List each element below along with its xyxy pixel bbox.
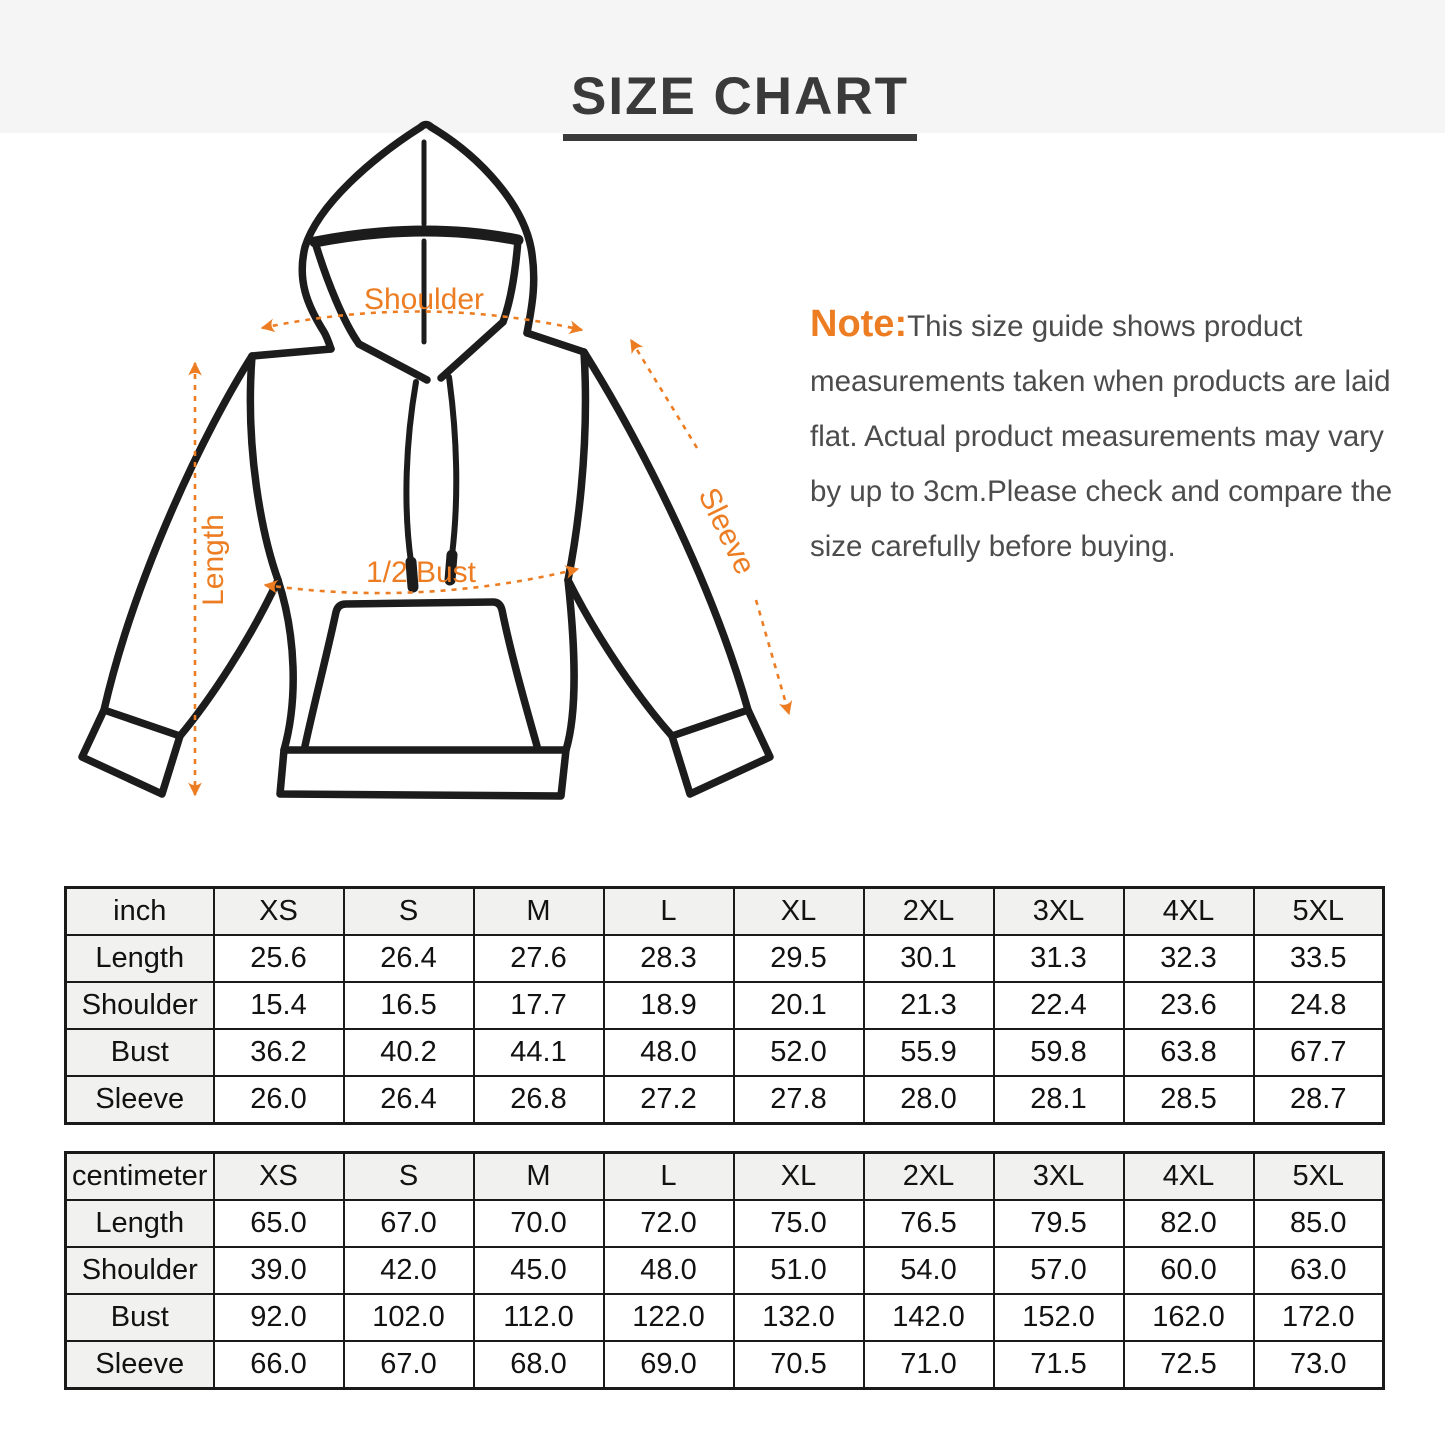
measurement-arrows bbox=[195, 311, 789, 795]
hoodie-outline bbox=[82, 125, 770, 797]
value-cell: 112.0 bbox=[474, 1294, 604, 1341]
row-label-cell: Shoulder bbox=[66, 982, 214, 1029]
value-cell: 69.0 bbox=[604, 1341, 734, 1389]
shoulder-seam-right bbox=[527, 333, 584, 352]
armhole-left bbox=[250, 356, 278, 580]
value-cell: 52.0 bbox=[734, 1029, 864, 1076]
value-cell: 51.0 bbox=[734, 1247, 864, 1294]
value-cell: 48.0 bbox=[604, 1247, 734, 1294]
value-cell: 42.0 bbox=[344, 1247, 474, 1294]
value-cell: 33.5 bbox=[1254, 935, 1384, 982]
value-cell: 63.8 bbox=[1124, 1029, 1254, 1076]
value-cell: 15.4 bbox=[214, 982, 344, 1029]
size-header-cell: 3XL bbox=[994, 1153, 1124, 1201]
size-header-cell: 2XL bbox=[864, 888, 994, 936]
value-cell: 31.3 bbox=[994, 935, 1124, 982]
shoulder-seam-left bbox=[252, 349, 331, 356]
size-header-cell: 3XL bbox=[994, 888, 1124, 936]
value-cell: 28.5 bbox=[1124, 1076, 1254, 1124]
value-cell: 30.1 bbox=[864, 935, 994, 982]
value-cell: 60.0 bbox=[1124, 1247, 1254, 1294]
value-cell: 68.0 bbox=[474, 1341, 604, 1389]
value-cell: 73.0 bbox=[1254, 1341, 1384, 1389]
size-header-cell: S bbox=[344, 888, 474, 936]
value-cell: 162.0 bbox=[1124, 1294, 1254, 1341]
body-side-left bbox=[278, 580, 293, 750]
size-header-cell: M bbox=[474, 1153, 604, 1201]
size-header-cell: M bbox=[474, 888, 604, 936]
value-cell: 48.0 bbox=[604, 1029, 734, 1076]
value-cell: 27.8 bbox=[734, 1076, 864, 1124]
note-text: This size guide shows product measurements taken when products are laid flat. Actual product measurements may vary by up to 3cm.Please check and compare the size carefully before buying. bbox=[810, 310, 1393, 563]
size-header-cell: S bbox=[344, 1153, 474, 1201]
drawstring-left bbox=[406, 382, 416, 562]
value-cell: 22.4 bbox=[994, 982, 1124, 1029]
sleeve-label: Sleeve bbox=[691, 482, 762, 580]
row-label-cell: Length bbox=[66, 1200, 214, 1247]
value-cell: 75.0 bbox=[734, 1200, 864, 1247]
size-header-cell: L bbox=[604, 1153, 734, 1201]
value-cell: 24.8 bbox=[1254, 982, 1384, 1029]
value-cell: 79.5 bbox=[994, 1200, 1124, 1247]
value-cell: 23.6 bbox=[1124, 982, 1254, 1029]
page-title: SIZE CHART bbox=[563, 66, 917, 141]
row-label-cell: Sleeve bbox=[66, 1341, 214, 1389]
drawstring-right bbox=[449, 377, 456, 555]
value-cell: 55.9 bbox=[864, 1029, 994, 1076]
shoulder-label: Shoulder bbox=[363, 283, 485, 316]
value-cell: 122.0 bbox=[604, 1294, 734, 1341]
value-cell: 32.3 bbox=[1124, 935, 1254, 982]
sleeve-arrow-upper bbox=[631, 340, 697, 448]
value-cell: 59.8 bbox=[994, 1029, 1124, 1076]
body-side-right bbox=[566, 580, 574, 750]
value-cell: 28.1 bbox=[994, 1076, 1124, 1124]
value-cell: 36.2 bbox=[214, 1029, 344, 1076]
value-cell: 17.7 bbox=[474, 982, 604, 1029]
value-cell: 26.0 bbox=[214, 1076, 344, 1124]
value-cell: 54.0 bbox=[864, 1247, 994, 1294]
value-cell: 92.0 bbox=[214, 1294, 344, 1341]
table-row bbox=[66, 1200, 1384, 1247]
cuff-right bbox=[672, 710, 770, 794]
size-header-cell: XS bbox=[214, 1153, 344, 1201]
value-cell: 71.0 bbox=[864, 1341, 994, 1389]
value-cell: 82.0 bbox=[1124, 1200, 1254, 1247]
value-cell: 57.0 bbox=[994, 1247, 1124, 1294]
header-row bbox=[66, 888, 1384, 936]
table-row bbox=[66, 1341, 1384, 1389]
value-cell: 44.1 bbox=[474, 1029, 604, 1076]
note-paragraph bbox=[810, 297, 1402, 574]
value-cell: 26.4 bbox=[344, 935, 474, 982]
value-cell: 67.0 bbox=[344, 1200, 474, 1247]
value-cell: 26.4 bbox=[344, 1076, 474, 1124]
header-row bbox=[66, 1153, 1384, 1201]
armhole-right bbox=[568, 352, 585, 580]
neck-fold-right bbox=[441, 322, 503, 378]
table-row bbox=[66, 1029, 1384, 1076]
value-cell: 152.0 bbox=[994, 1294, 1124, 1341]
value-cell: 27.6 bbox=[474, 935, 604, 982]
size-header-cell: 2XL bbox=[864, 1153, 994, 1201]
size-header-cell: 4XL bbox=[1124, 888, 1254, 936]
hem-band bbox=[280, 750, 566, 796]
size-header-cell: 5XL bbox=[1254, 888, 1384, 936]
value-cell: 76.5 bbox=[864, 1200, 994, 1247]
value-cell: 29.5 bbox=[734, 935, 864, 982]
note-label: Note: bbox=[810, 303, 908, 345]
value-cell: 28.0 bbox=[864, 1076, 994, 1124]
table-row bbox=[66, 935, 1384, 982]
value-cell: 132.0 bbox=[734, 1294, 864, 1341]
value-cell: 67.7 bbox=[1254, 1029, 1384, 1076]
size-header-cell: 4XL bbox=[1124, 1153, 1254, 1201]
row-label-cell: Shoulder bbox=[66, 1247, 214, 1294]
value-cell: 102.0 bbox=[344, 1294, 474, 1341]
value-cell: 20.1 bbox=[734, 982, 864, 1029]
table-row bbox=[66, 1247, 1384, 1294]
size-header-cell: 5XL bbox=[1254, 1153, 1384, 1201]
value-cell: 66.0 bbox=[214, 1341, 344, 1389]
size-table-inch bbox=[64, 886, 1385, 1125]
value-cell: 28.3 bbox=[604, 935, 734, 982]
row-label-cell: Bust bbox=[66, 1029, 214, 1076]
size-header-cell: XL bbox=[734, 1153, 864, 1201]
value-cell: 172.0 bbox=[1254, 1294, 1384, 1341]
value-cell: 142.0 bbox=[864, 1294, 994, 1341]
value-cell: 70.5 bbox=[734, 1341, 864, 1389]
value-cell: 65.0 bbox=[214, 1200, 344, 1247]
measurement-labels bbox=[197, 283, 761, 606]
size-header-cell: L bbox=[604, 888, 734, 936]
value-cell: 26.8 bbox=[474, 1076, 604, 1124]
kangaroo-pocket bbox=[305, 602, 537, 746]
size-header-cell: XS bbox=[214, 888, 344, 936]
sleeve-arrow-lower bbox=[756, 600, 789, 714]
table-row bbox=[66, 982, 1384, 1029]
value-cell: 28.7 bbox=[1254, 1076, 1384, 1124]
cuff-left bbox=[82, 710, 180, 794]
row-label-cell: Bust bbox=[66, 1294, 214, 1341]
value-cell: 67.0 bbox=[344, 1341, 474, 1389]
value-cell: 27.2 bbox=[604, 1076, 734, 1124]
hood-peak bbox=[421, 125, 431, 128]
length-label: Length bbox=[197, 514, 230, 606]
half-bust-label: 1/2 Bust bbox=[365, 556, 477, 589]
value-cell: 18.9 bbox=[604, 982, 734, 1029]
hood-rim bbox=[315, 231, 518, 242]
value-cell: 72.5 bbox=[1124, 1341, 1254, 1389]
value-cell: 72.0 bbox=[604, 1200, 734, 1247]
row-label-cell: Sleeve bbox=[66, 1076, 214, 1124]
hood-inner-right bbox=[503, 240, 518, 322]
value-cell: 40.2 bbox=[344, 1029, 474, 1076]
value-cell: 21.3 bbox=[864, 982, 994, 1029]
value-cell: 71.5 bbox=[994, 1341, 1124, 1389]
value-cell: 39.0 bbox=[214, 1247, 344, 1294]
value-cell: 16.5 bbox=[344, 982, 474, 1029]
value-cell: 70.0 bbox=[474, 1200, 604, 1247]
value-cell: 85.0 bbox=[1254, 1200, 1384, 1247]
neck-fold-left bbox=[359, 344, 427, 380]
value-cell: 63.0 bbox=[1254, 1247, 1384, 1294]
value-cell: 25.6 bbox=[214, 935, 344, 982]
sleeve-right-inner bbox=[568, 580, 672, 736]
row-label-cell: Length bbox=[66, 935, 214, 982]
size-table-centimeter bbox=[64, 1151, 1385, 1390]
unit-header-cell: centimeter bbox=[66, 1153, 214, 1201]
unit-header-cell: inch bbox=[66, 888, 214, 936]
value-cell: 45.0 bbox=[474, 1247, 604, 1294]
table-row bbox=[66, 1076, 1384, 1124]
hoodie-measurement-diagram bbox=[0, 0, 820, 860]
table-row bbox=[66, 1294, 1384, 1341]
size-header-cell: XL bbox=[734, 888, 864, 936]
